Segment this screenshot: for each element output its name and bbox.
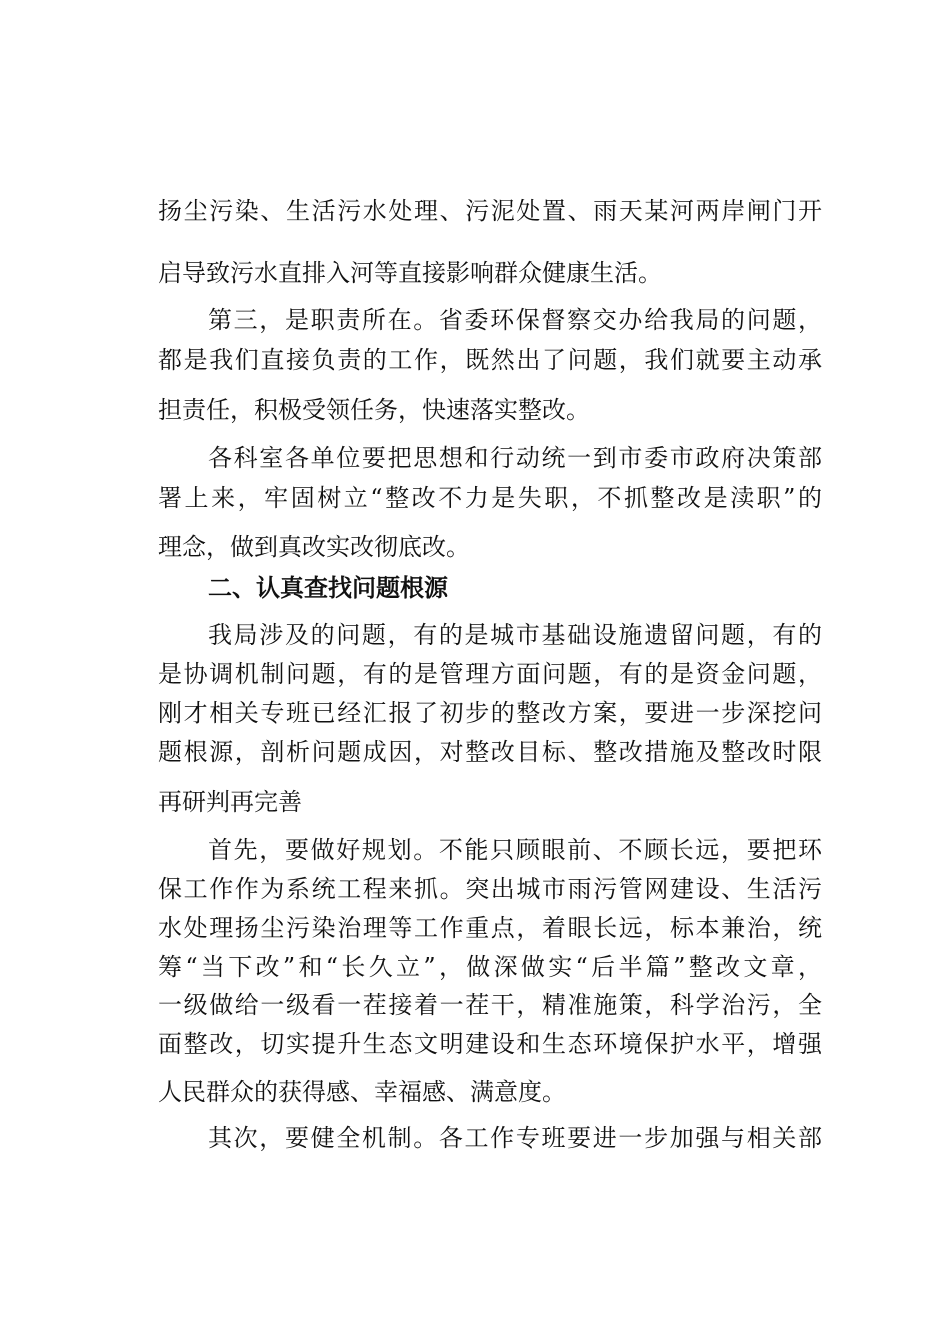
body-text-line: 担责任，积极受领任务，快速落实整改。 [158, 396, 590, 424]
body-text-line: 一级做给一级看一茬接着一茬干，精准施策，科学治污，全 [158, 991, 822, 1019]
body-text-line: 水处理扬尘污染治理等工作重点，着眼长远，标本兼治，统 [158, 914, 822, 942]
paragraph-first-line: 各科室各单位要把思想和行动统一到市委市政府决策部 [208, 444, 822, 472]
body-text-line: 是协调机制问题，有的是管理方面问题，有的是资金问题， [158, 660, 822, 688]
body-text-line: 筹“当下改”和“长久立”，做深做实“后半篇”整改文章， [158, 953, 822, 981]
paragraph-first-line: 其次，要健全机制。各工作专班要进一步加强与相关部 [208, 1124, 822, 1152]
body-text-line: 都是我们直接负责的工作，既然出了问题，我们就要主动承 [158, 346, 822, 374]
body-text-line: 题根源，剖析问题成因，对整改目标、整改措施及整改时限 [158, 738, 822, 766]
paragraph-first-line: 我局涉及的问题，有的是城市基础设施遗留问题，有的 [208, 621, 822, 649]
body-text-line: 启导致污水直排入河等直接影响群众健康生活。 [158, 259, 662, 287]
section-heading: 二、认真查找问题根源 [208, 574, 448, 602]
body-text-line: 再研判再完善 [158, 788, 302, 816]
body-text-line: 面整改，切实提升生态文明建设和生态环境保护水平，增强 [158, 1030, 822, 1058]
body-text-line: 人民群众的获得感、幸福感、满意度。 [158, 1078, 566, 1106]
body-text-line: 署上来，牢固树立“整改不力是失职，不抓整改是渎职”的 [158, 484, 822, 512]
paragraph-first-line: 第三，是职责所在。省委环保督察交办给我局的问题， [208, 306, 822, 334]
paragraph-first-line: 首先，要做好规划。不能只顾眼前、不顾长远，要把环 [208, 836, 822, 864]
body-text-line: 刚才相关专班已经汇报了初步的整改方案，要进一步深挖问 [158, 699, 822, 727]
body-text-line: 扬尘污染、生活污水处理、污泥处置、雨天某河两岸闸门开 [158, 197, 822, 225]
body-text-line: 保工作作为系统工程来抓。突出城市雨污管网建设、生活污 [158, 875, 822, 903]
body-text-line: 理念，做到真改实改彻底改。 [158, 533, 470, 561]
